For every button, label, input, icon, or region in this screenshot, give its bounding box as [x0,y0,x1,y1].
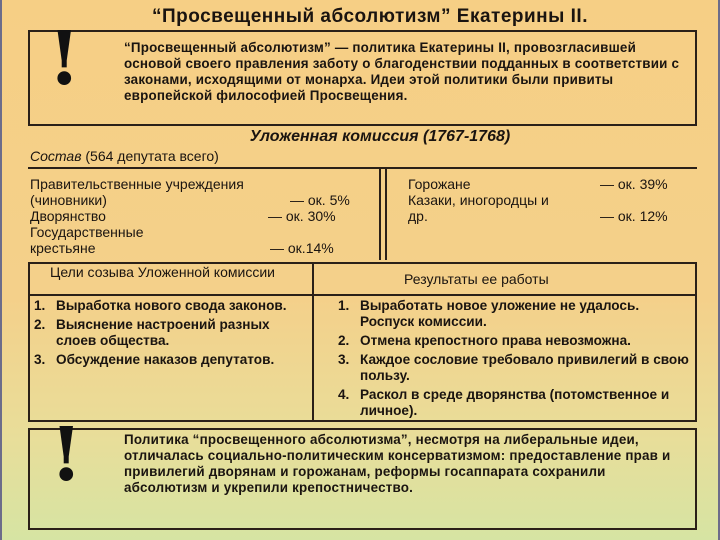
divider-composition-top [28,167,697,169]
result-text: Отмена крепостного права невозможна. [360,333,631,348]
goal-number: 1. [34,298,46,313]
goal-item [30,298,310,314]
composition-line [30,148,219,164]
results-header: Результаты ее работы [404,271,549,287]
exclamation-icon: ! [50,412,83,498]
stat-townspeople-value: — ок. 39% [600,176,668,192]
stat-peasants-label: Государственные крестьяне [30,224,144,256]
goal-item [30,352,310,368]
divider-composition-mid-2 [385,168,387,260]
result-number: 2. [338,333,350,348]
page-title: “Просвещенный абсолютизм” Екатерины II. [151,6,588,27]
goal-text: Выработка нового свода законов. [56,298,287,313]
commission-title: Уложенная комиссия (1767-1768) [249,128,511,145]
exclamation-icon: ! [48,16,81,102]
stat-nobility-value: — ок. 30% [268,208,336,224]
result-number: 3. [338,352,350,367]
conclusion-text: Политика “просвещенного абсолютизма”, несмотря на либеральные идеи, отличалась социально-политическим консерватизмом: предоставление прав и привилегий дворянам и горожанам, реформы госаппарата сохранили абсолютизм и укрепили крепостничество. [124,432,671,495]
stat-cossacks-value: — ок. 12% [600,208,668,224]
result-text: Выработать новое уложение не удалось. Роспуск комиссии. [360,298,640,329]
results-list [334,298,690,422]
stat-cossacks-label: Казаки, иногородцы и др. [408,192,549,224]
goal-text: Обсуждение наказов депутатов. [56,352,275,367]
result-item [334,298,690,330]
slide-border-left [0,0,2,540]
result-item [334,352,690,384]
composition-count: (564 депутата всего) [85,148,219,164]
stat-townspeople-label: Горожане [408,176,471,192]
composition-label: Состав [30,148,82,164]
goal-number: 3. [34,352,46,367]
result-item [334,333,690,349]
result-item [334,387,690,419]
goal-number: 2. [34,317,46,332]
stat-officials-label: Правительственные учреждения (чиновники) [30,176,244,208]
result-number: 1. [338,298,350,313]
goal-item [30,317,310,349]
stat-peasants-value: — ок.14% [270,240,334,256]
definition-text: “Просвещенный абсолютизм” — политика Екатерины II, провозгласившей основой своего правления заботу о благоденствии подданных в соответствии с законами, исходящими от монарха. Идеи этой политики были привиты европейской философией Просвещения. [124,40,680,103]
divider-composition-mid-1 [379,168,381,260]
result-text: Раскол в среде дворянства (потомственное и личное). [360,387,670,418]
goal-text: Выяснение настроений разных слоев общества. [56,317,270,348]
divider-table-header [28,294,697,296]
divider-goals-results [312,263,314,421]
goals-list [30,298,310,371]
stat-officials-value: — ок. 5% [290,192,350,208]
result-number: 4. [338,387,350,402]
goals-header: Цели созыва Уложенной комиссии [50,264,275,280]
stat-nobility-label: Дворянство [30,208,106,224]
result-text: Каждое сословие требовало привилегий в свою пользу. [360,352,689,383]
